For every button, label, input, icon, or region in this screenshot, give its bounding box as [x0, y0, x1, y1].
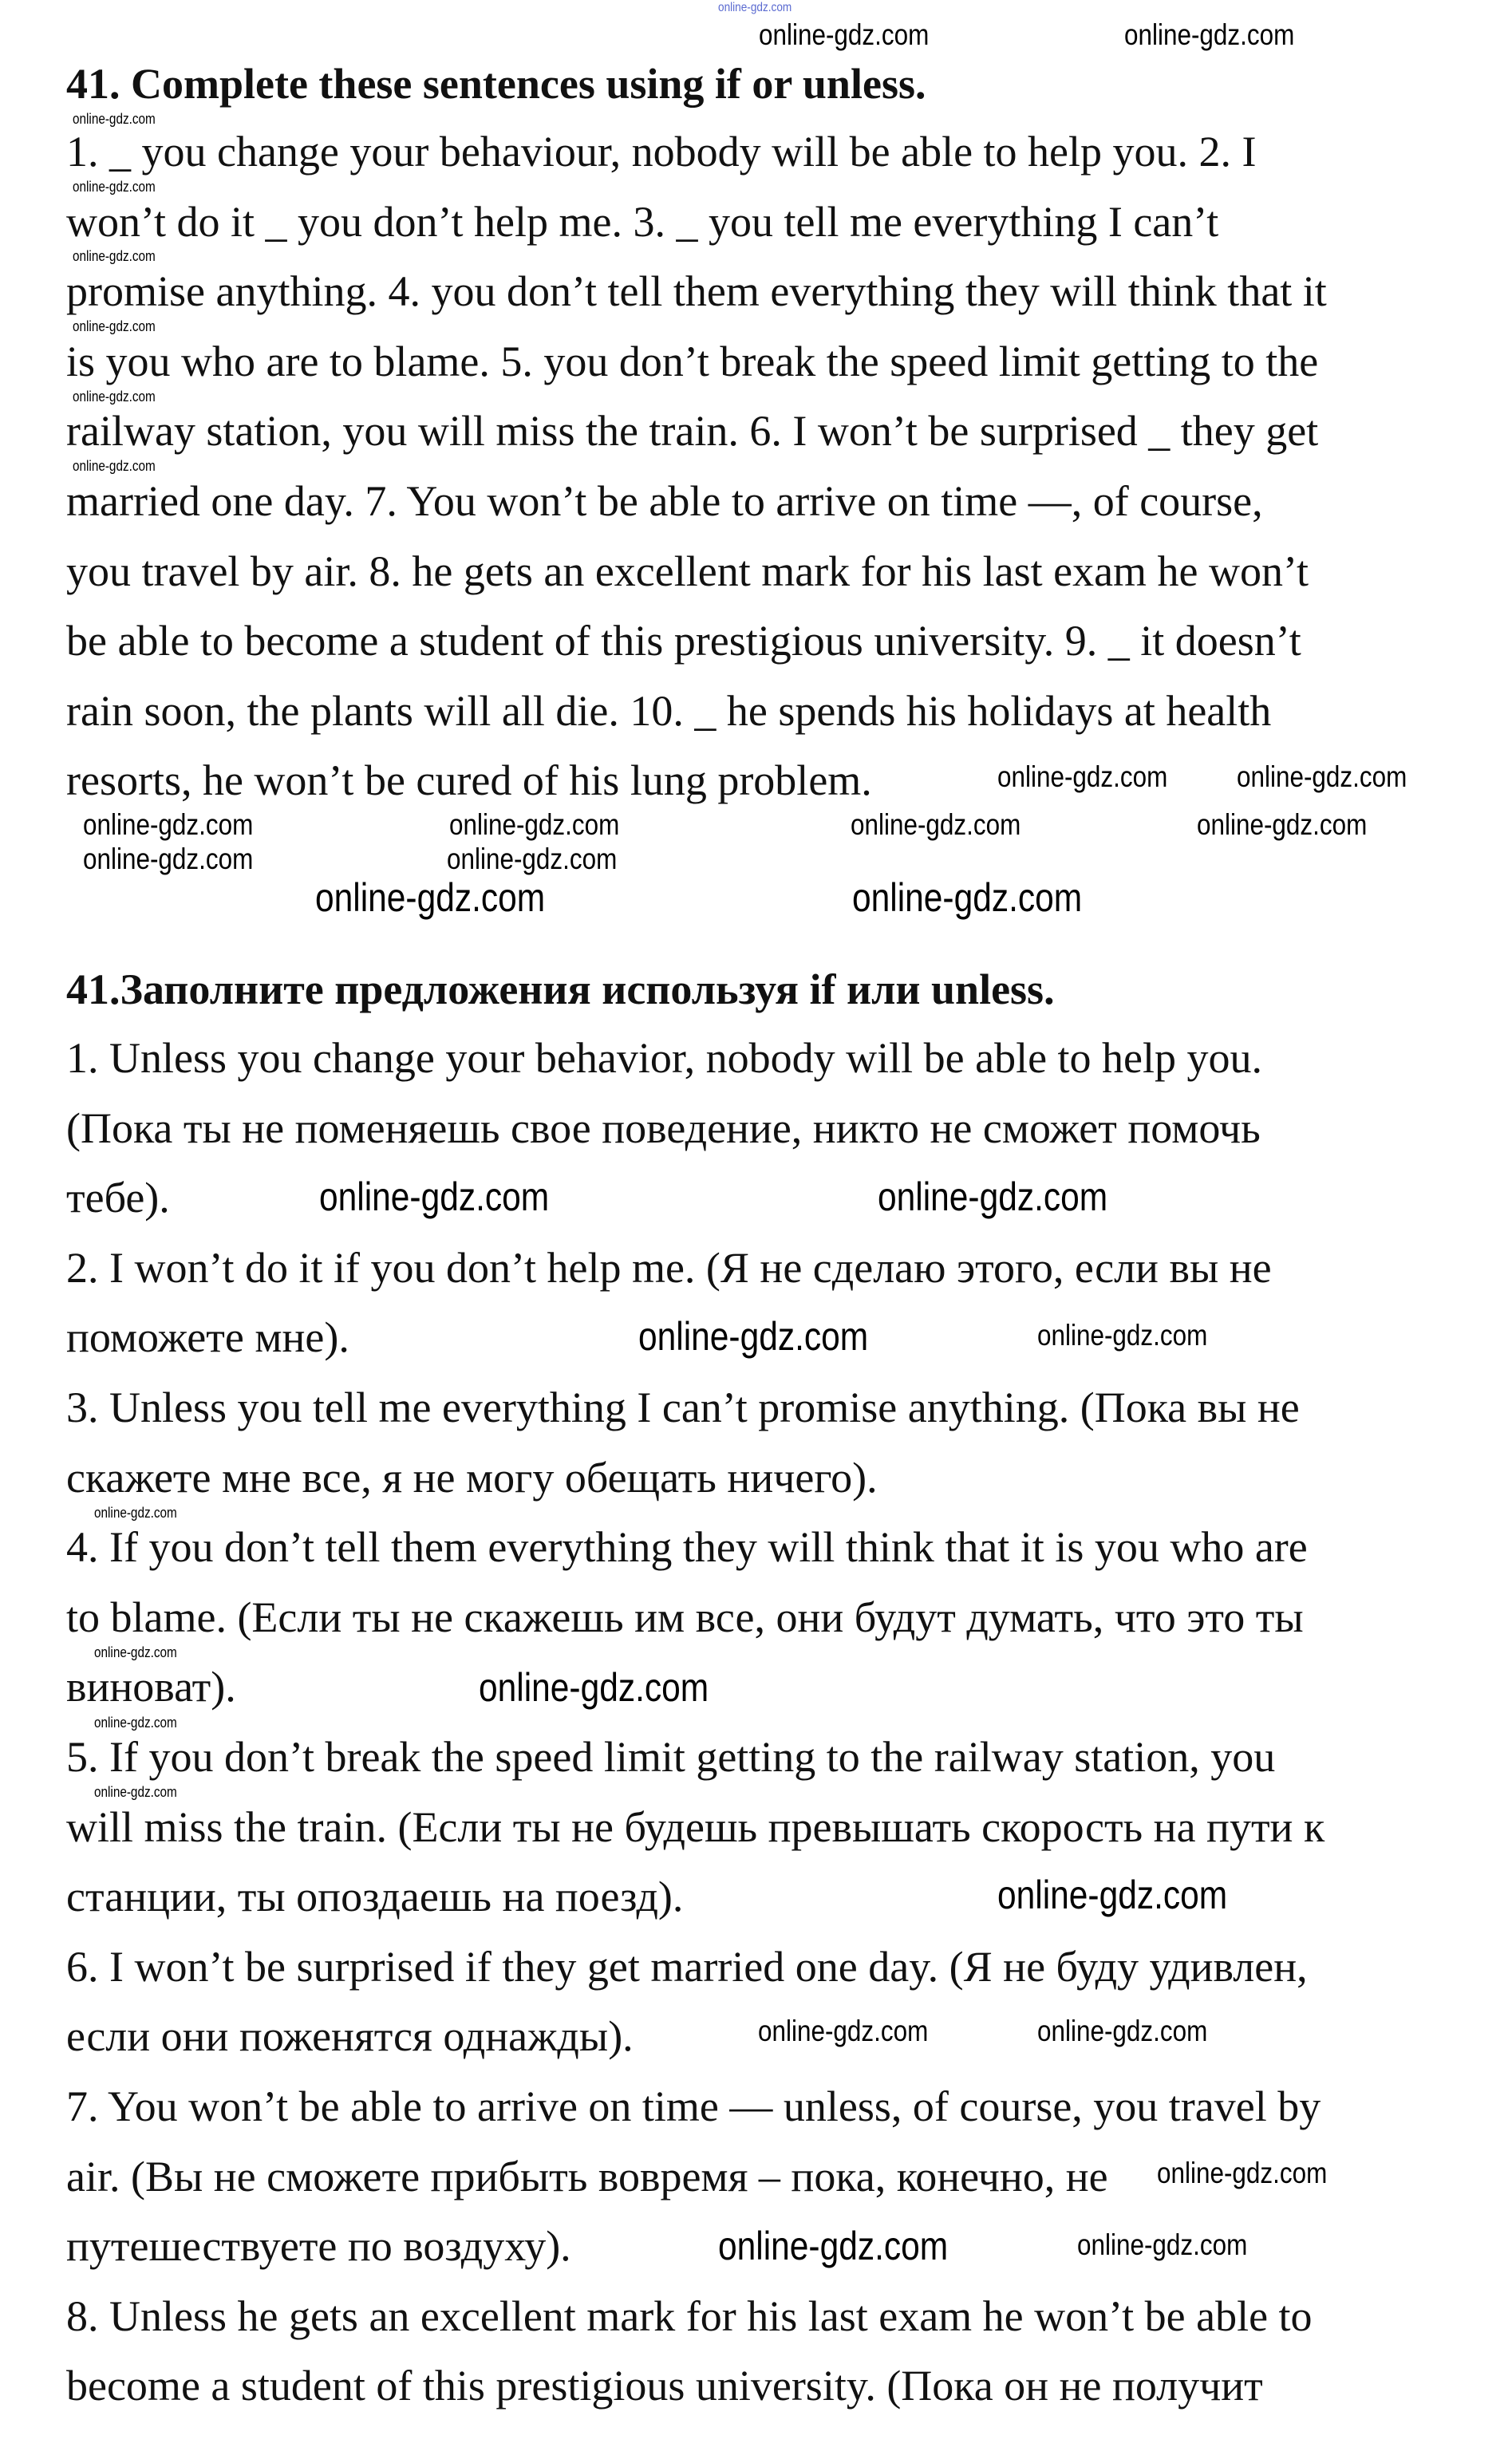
exercise-title-russian: 41.Заполните предложения используя if или unless.: [66, 965, 1055, 1013]
text-line: become a student of this prestigious university. (Пока он не получит: [66, 2362, 1263, 2410]
text-line: rain soon, the plants will all die. 10. _ he spends his holidays at health: [66, 686, 1272, 735]
watermark: online-gdz.com: [1157, 2157, 1328, 2189]
text-line: путешествуете по воздуху).: [66, 2222, 571, 2271]
text-line: если они поженятся однажды).: [66, 2012, 634, 2061]
text-line: поможете мне).: [66, 1313, 349, 1362]
text-line: to blame. (Если ты не скажешь им все, они будут думать, что это ты: [66, 1593, 1304, 1641]
text-line: виноват).: [66, 1663, 236, 1711]
exercise-text-english: [66, 117, 1327, 816]
watermark: online-gdz.com: [997, 760, 1168, 793]
text-line: 7. You won’t be able to arrive on time — unless, of course, you travel by: [66, 2082, 1321, 2130]
text-line: will miss the train. (Если ты не будешь превышать скорость на пути к: [66, 1802, 1325, 1851]
watermark: online-gdz.com: [73, 111, 156, 127]
watermark: online-gdz.com: [319, 1174, 550, 1219]
watermark: online-gdz.com: [73, 318, 156, 334]
watermark: online-gdz.com: [1197, 808, 1368, 841]
watermark: online-gdz.com: [638, 1314, 869, 1359]
text-line: air. (Вы не сможете прибыть вовремя – пока, конечно, не: [66, 2152, 1108, 2200]
watermark: online-gdz.com: [449, 808, 620, 841]
watermark: online-gdz.com: [73, 248, 156, 264]
exercise-answers-russian: [66, 1024, 1324, 2422]
watermark: online-gdz.com: [1237, 760, 1407, 793]
watermark: online-gdz.com: [997, 1873, 1228, 1917]
watermark: online-gdz.com: [852, 875, 1083, 920]
watermark: online-gdz.com: [83, 808, 254, 841]
text-line: станции, ты опоздаешь на поезд).: [66, 1873, 684, 1921]
watermark: online-gdz.com: [94, 1784, 177, 1800]
watermark: online-gdz.com: [83, 843, 254, 875]
watermark: online-gdz.com: [1037, 1319, 1208, 1352]
text-line: 2. I won’t do it if you don’t help me. (Я не сделаю этого, если вы не: [66, 1243, 1272, 1292]
watermark: online-gdz.com: [1124, 18, 1295, 51]
text-line: тебе).: [66, 1174, 170, 1222]
text-line: married one day. 7. You won’t be able to arrive on time —, of course,: [66, 476, 1263, 525]
text-line: promise anything. 4. you don’t tell them everything they will think that it: [66, 267, 1327, 316]
text-line: 4. If you don’t tell them everything they will think that it is you who are: [66, 1523, 1308, 1572]
watermark: online-gdz.com: [94, 1505, 177, 1521]
watermark: online-gdz.com: [718, 2224, 949, 2268]
watermark: online-gdz.com: [1077, 2228, 1248, 2261]
text-line: railway station, you will miss the train. 6. I won’t be surprised _ they get: [66, 407, 1319, 456]
text-line: 8. Unless he gets an excellent mark for his last exam he won’t be able to: [66, 2291, 1313, 2340]
watermark: online-gdz.com: [447, 843, 618, 875]
watermark: online-gdz.com: [759, 18, 930, 51]
watermark: online-gdz.com: [851, 808, 1021, 841]
watermark: online-gdz.com: [479, 1665, 709, 1710]
text-line: resorts, he won’t be cured of his lung problem.: [66, 756, 872, 805]
watermark: online-gdz.com: [94, 1715, 177, 1731]
text-line: is you who are to blame. 5. you don’t break the speed limit getting to the: [66, 337, 1319, 385]
text-line: 5. If you don’t break the speed limit getting to the railway station, you: [66, 1732, 1276, 1781]
watermark: online-gdz.com: [73, 458, 156, 474]
text-line: won’t do it _ you don’t help me. 3. _ you tell me everything I can’t: [66, 197, 1219, 246]
exercise-title-english: 41. Complete these sentences using if or unless.: [66, 60, 926, 108]
text-line: be able to become a student of this prestigious university. 9. _ it doesn’t: [66, 617, 1301, 665]
text-line: скажете мне все, я не могу обещать ничего).: [66, 1453, 878, 1502]
watermark: online-gdz.com: [1037, 2015, 1208, 2047]
text-line: 3. Unless you tell me everything I can’t promise anything. (Пока вы не: [66, 1383, 1300, 1431]
text-line: 6. I won’t be surprised if they get married one day. (Я не буду удивлен,: [66, 1942, 1308, 1991]
text-line: you travel by air. 8. he gets an excellent mark for his last exam he won’t: [66, 547, 1309, 595]
watermark: online-gdz.com: [878, 1174, 1108, 1219]
watermark: online-gdz.com: [94, 1644, 177, 1660]
watermark: online-gdz.com: [73, 389, 156, 405]
text-line: (Пока ты не поменяешь свое поведение, никто не сможет помочь: [66, 1103, 1261, 1152]
watermark: online-gdz.com: [73, 179, 156, 195]
watermark: online-gdz.com: [718, 1, 792, 14]
text-line: 1. Unless you change your behavior, nobody will be able to help you.: [66, 1034, 1263, 1082]
watermark: online-gdz.com: [758, 2015, 929, 2047]
watermark: online-gdz.com: [315, 875, 546, 920]
text-line: 1. _ you change your behaviour, nobody will be able to help you. 2. I: [66, 128, 1257, 176]
